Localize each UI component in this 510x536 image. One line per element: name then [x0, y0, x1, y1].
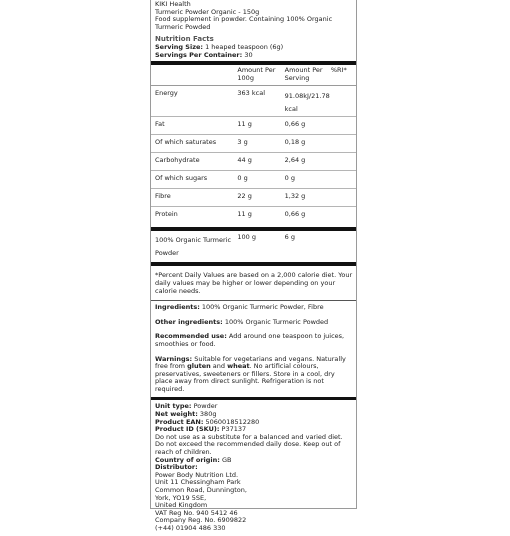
nutrient-per-serving: 91.08kJ/21.78 kcal: [285, 86, 331, 117]
origin-value: GB: [219, 455, 232, 464]
nutrient-ri: [331, 135, 356, 153]
table-row: [151, 135, 356, 153]
nutrient-per-serving: 2,64 g: [285, 153, 331, 171]
distributor-line: VAT Reg No. 940 5412 46: [155, 508, 238, 517]
recommended-use-label: Recommended use:: [155, 332, 227, 341]
table-row: [151, 171, 356, 189]
ingredients-label: Ingredients:: [155, 303, 200, 312]
warning-gluten: gluten: [187, 362, 211, 371]
serving-size-label: Serving Size:: [155, 42, 204, 51]
nutrient-per-100g: 11 g: [237, 117, 284, 135]
nutrient-per-100g: 44 g: [237, 153, 284, 171]
other-ingredients-label: Other ingredients:: [155, 317, 223, 326]
sku-value: P37137: [219, 425, 247, 434]
nutrient-name: Fibre: [151, 189, 237, 207]
ingredients-text: 100% Organic Turmeric Powder, Fibre: [199, 303, 324, 312]
brand-name: KIKI Health: [155, 0, 191, 8]
nutrient-name: Of which sugars: [151, 171, 237, 189]
recommended-use: [155, 333, 353, 348]
table-row: [151, 231, 356, 260]
warnings-text: . No artificial colours, preservatives, sweeteners or fillers. Store in a cool, dry place away from direct sunlight. Refrigeration is not required.: [155, 362, 335, 393]
nutrient-name: Of which saturates: [151, 135, 237, 153]
nutrient-per-serving: 0,66 g: [284, 210, 306, 219]
ingredient-per-serving: 6 g: [284, 233, 295, 242]
distributor-label: Distributor:: [155, 463, 198, 472]
product-details-section: [151, 400, 356, 535]
nutrient-per-100g: 363 kcal: [237, 86, 284, 117]
nutrient-per-serving: 1,32 g: [285, 189, 331, 207]
footnote-section: [151, 266, 356, 300]
header-per-serving: Amount Per Serving: [284, 66, 323, 82]
warnings-label: Warnings:: [155, 354, 193, 363]
distributor-line: United Kingdom: [155, 501, 208, 510]
product-description: Food supplement in powder. Containing 100% Organic Turmeric Powded: [155, 15, 333, 31]
table-row: [151, 153, 356, 171]
nutrient-per-serving: 0,18 g: [285, 135, 331, 153]
table-header-row: [151, 65, 356, 82]
product-name: Turmeric Powder Organic - 150g: [155, 7, 260, 16]
nutrient-ri: [331, 86, 356, 117]
nutrient-ri: [331, 153, 356, 171]
nutrient-ri: [331, 117, 356, 135]
other-ingredients: [155, 319, 353, 327]
servings-per-container: [155, 52, 353, 60]
nutrient-name: Carbohydrate: [151, 153, 237, 171]
ingredient-amount-table: [151, 231, 356, 260]
ean-value: 5060018512280: [203, 417, 260, 426]
daily-values-footnote: *Percent Daily Values are based on a 2,000 calorie diet. Your daily values may be higher or lower depending on your calorie needs.: [155, 271, 353, 295]
nutrient-name: Protein: [155, 210, 178, 219]
ingredients-section: [151, 300, 356, 397]
usage-disclaimer: Do not use as a substitute for a balanced and varied diet. Do not exceed the recommended daily dose. Keep out of reach of children.: [155, 432, 343, 457]
distributor-line: Company Reg. No. 6909822: [155, 516, 247, 525]
nutrient-ri: [331, 189, 356, 207]
sku-label: Product ID (SKU):: [155, 425, 220, 434]
net-weight-value: 380g: [197, 410, 217, 419]
table-row: [151, 86, 356, 117]
header-ri: %RI*: [330, 66, 347, 75]
table-row: [151, 189, 356, 207]
warning-wheat: wheat: [227, 362, 250, 371]
unit-type-value: Powder: [191, 402, 218, 411]
warnings-text: Suitable for vegetarians and vegans. Naturally free from: [155, 354, 346, 371]
nutrient-name: Energy: [151, 86, 237, 117]
ingredients: [155, 304, 353, 312]
ingredient-name: 100% Organic Turmeric Powder: [155, 236, 232, 258]
warnings: [155, 356, 353, 394]
product-header: [151, 0, 356, 59]
nutrient-per-100g: 0 g: [237, 171, 284, 189]
net-weight-label: Net weight:: [155, 410, 198, 419]
other-ingredients-text: 100% Organic Turmeric Powded: [222, 317, 329, 326]
servings-value: 30: [242, 50, 253, 59]
distributor-line: Common Road, Dunnington,: [155, 486, 247, 494]
nutrient-per-100g: 11 g: [237, 210, 252, 219]
nutrient-per-serving: 0 g: [285, 171, 331, 189]
ingredient-per-100g: 100 g: [237, 233, 257, 242]
table-row: [151, 207, 356, 225]
product-label-panel: [150, 0, 357, 532]
nutrition-facts-title: Nutrition Facts: [155, 35, 214, 44]
distributor-line: Power Body Nutrition Ltd.: [155, 470, 239, 479]
header-blank: [151, 65, 237, 82]
header-per-100g: Amount Per 100g: [237, 66, 276, 82]
recommended-use-text: Add around one teaspoon to juices, smoothies or food.: [155, 332, 345, 348]
distributor-line: (+44) 01904 486 330: [155, 523, 226, 532]
distributor-line: Unit 11 Chessingham Park: [155, 478, 241, 487]
origin-label: Country of origin:: [155, 455, 220, 464]
serving-size-value: 1 heaped teaspoon (6g): [203, 42, 284, 51]
nutrition-table: [151, 65, 356, 224]
nutrient-per-100g: 22 g: [237, 189, 284, 207]
nutrient-per-100g: 3 g: [237, 135, 284, 153]
nutrient-per-serving: 0,66 g: [285, 117, 331, 135]
servings-label: Servings Per Container:: [155, 50, 243, 59]
ean-label: Product EAN:: [155, 417, 204, 426]
unit-type-label: Unit type:: [155, 402, 192, 411]
table-row: [151, 117, 356, 135]
nutrient-ri: [331, 207, 356, 225]
warnings-text: and: [210, 362, 228, 371]
nutrient-name: Fat: [151, 117, 237, 135]
distributor-line: York, YO19 5SE,: [155, 493, 207, 502]
nutrient-ri: [331, 171, 356, 189]
